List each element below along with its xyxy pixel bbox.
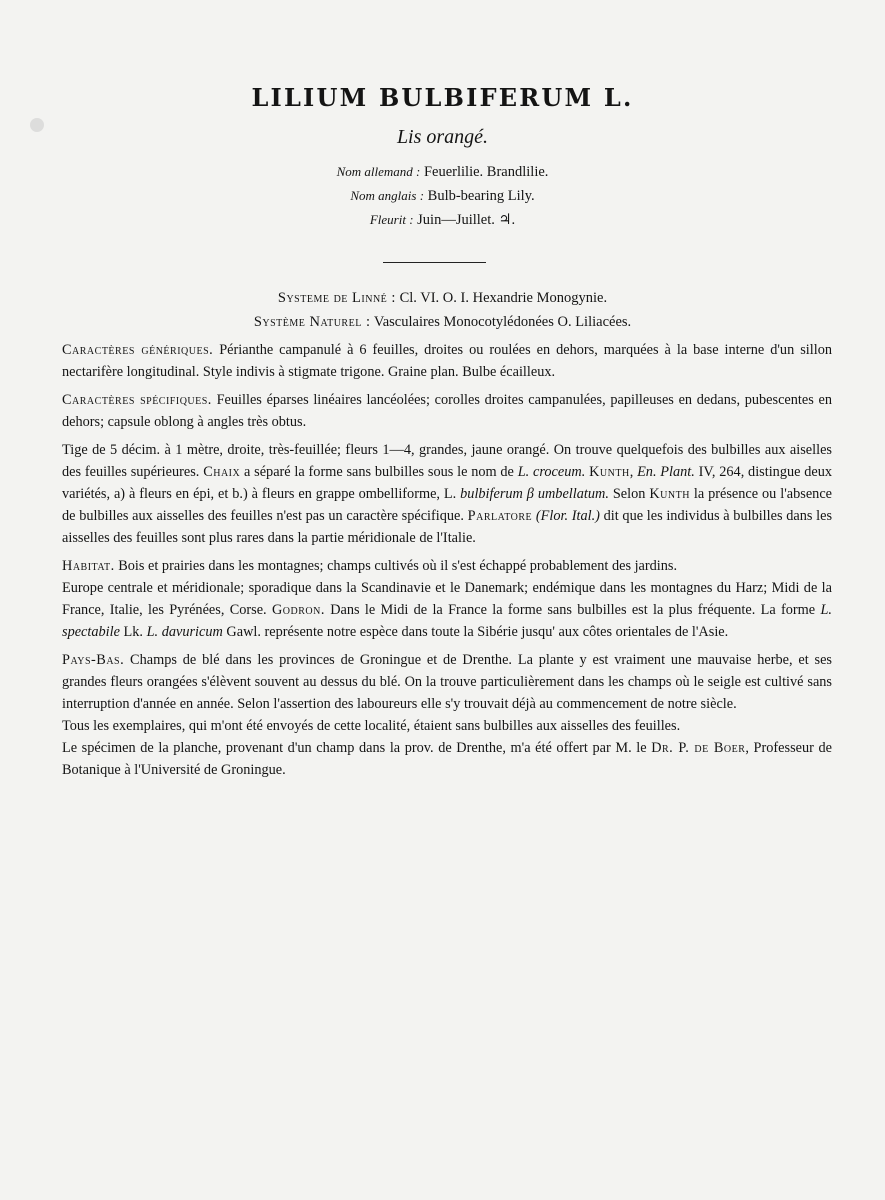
paragraph-europe: Europe centrale et méridionale; sporadique dans la Scandinavie et le Danemark; endémique dans les montagnes du Harz; Midi de la France, Italie, les Pyrénées, Corse. Godron. Dans le Midi de la France la forme sans bulbilles est la plus fréquente. La forme L. spectabile Lk. L. davuricum Gawl. représente notre espèce dans toute la Sibérie jusqu' aux côtes orientales de l'Asie. — [62, 580, 832, 640]
paragraph-pays-bas: Pays-Bas. Champs de blé dans les provinces de Groningue et de Drenthe. La plante y est vraiment une mauvaise herbe, et ses grandes fleurs orangées s'élèvent souvent au dessus du blé. On la trouve particulièrement dans les champs où le seigle est cultivé sans interruption d'année en année. Selon l'assertion des laboureurs elle s'y trouvait déjà au commencement de notre siècle. — [62, 652, 832, 712]
description-body — [62, 339, 832, 781]
system-naturel: Système Naturel : Vasculaires Monocotylédonées O. Liliacées. — [253, 314, 632, 330]
name-german: Nom allemand : Feuerlilie. Brandlilie. — [336, 164, 549, 180]
paragraph-tous: Tous les exemplaires, qui m'ont été envoyés de cette localité, étaient sans bulbilles aux aisselles des feuilles. — [62, 718, 681, 734]
page-title: LILIUM BULBIFERUM L. — [251, 83, 634, 112]
paragraph-habitat: Habitat. Bois et prairies dans les montagnes; champs cultivés où il s'est échappé probablement des jardins. — [62, 558, 678, 574]
flowering: Fleurit : Juin—Juillet. ♃. — [369, 212, 516, 228]
common-names — [0, 160, 885, 232]
system-linne: Systeme de Linné : Cl. VI. O. I. Hexandrie Monogynie. — [277, 290, 608, 306]
page-subtitle: Lis orangé. — [396, 126, 489, 148]
paragraph-specimen: Le spécimen de la planche, provenant d'un champ dans la prov. de Drenthe, m'a été offert par M. le Dr. P. de Boer, Professeur de Botanique à l'Université de Groningue. — [62, 740, 832, 778]
paragraph-tige: Tige de 5 décim. à 1 mètre, droite, très-feuillée; fleurs 1—4, grandes, jaune orangé. On trouve quelquefois des bulbilles aux aiselles des feuilles supérieures. Chaix a séparé la forme sans bulbilles sous le nom de L. croceum. Kunth, En. Plant. IV, 264, distingue deux variétés, a) à fleurs en épi, et b.) à fleurs en grappe ombelliforme, L. bulbiferum β umbellatum. Selon Kunth la présence ou l'absence de bulbilles aux aisselles des feuilles n'est pas un caractère spécifique. Parlatore (Flor. Ital.) dit que les individus à bulbilles dans les aisselles des feuilles sont plus rares dans la partie méridionale de l'Italie. — [62, 442, 833, 546]
paragraph-generiques: Caractères génériques. Périanthe campanulé à 6 feuilles, droites ou roulées en dehors, marquées à la base interne d'un sillon nectarifère longitudinal. Style indivis à stigmate trigone. Graine plan. Bulbe écailleux. — [62, 342, 832, 380]
name-english: Nom anglais : Bulb-bearing Lily. — [350, 188, 535, 204]
paragraph-specifiques: Caractères spécifiques. Feuilles éparses linéaires lancéolées; corolles droites campanulées, papilleuses en dedans, pubescentes en dehors; capsule oblong à angles très obtus. — [62, 392, 832, 430]
separator-rule — [383, 262, 486, 263]
